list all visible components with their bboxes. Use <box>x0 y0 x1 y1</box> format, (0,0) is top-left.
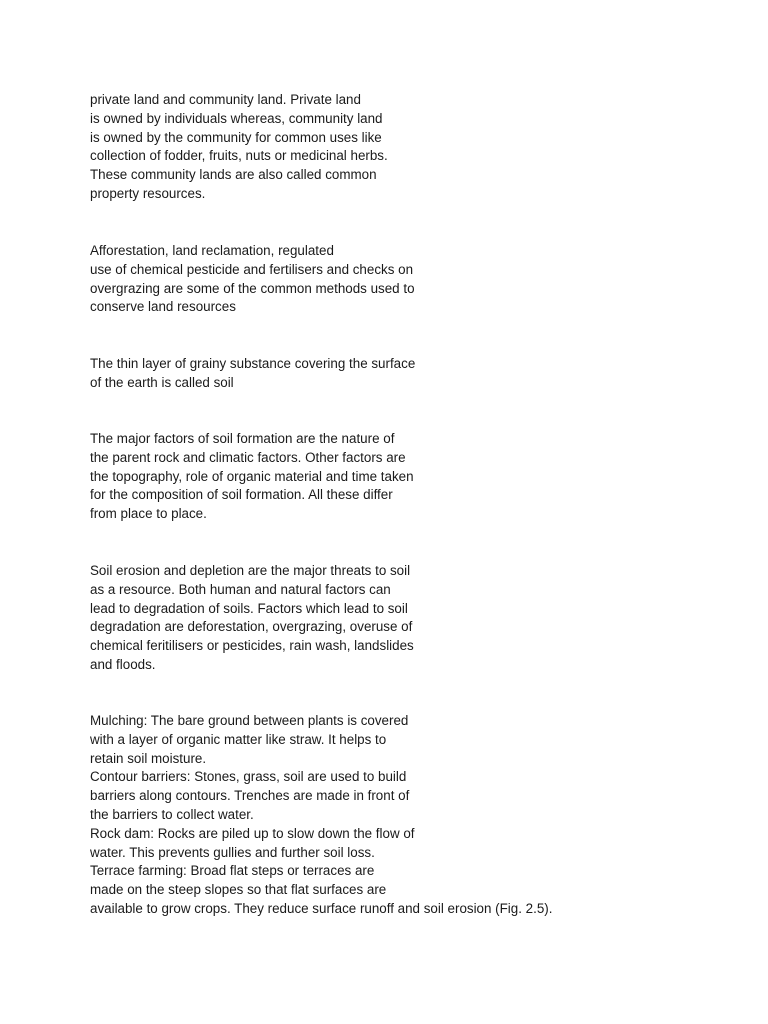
text-line: available to grow crops. They reduce surface runoff and soil erosion (Fig. 2.5). <box>90 900 553 916</box>
text-line: from place to place. <box>90 506 207 522</box>
text-line: chemical feritilisers or pesticides, rain wash, landslides <box>90 638 414 654</box>
text-line: as a resource. Both human and natural factors can <box>90 581 391 597</box>
text-line: degradation are deforestation, overgrazing, overuse of <box>90 619 413 635</box>
paragraph-soil-conservation-methods <box>90 712 552 919</box>
paragraph-soil-definition <box>90 355 415 393</box>
text-line: Soil erosion and depletion are the major threats to soil <box>90 563 411 578</box>
text-line: Mulching: The bare ground between plants is covered <box>90 713 409 728</box>
text-line: use of chemical pesticide and fertilisers and checks on <box>90 261 414 277</box>
text-line: of the earth is called soil <box>90 374 234 390</box>
text-line: with a layer of organic matter like straw. It helps to <box>90 731 387 747</box>
text-line: conserve land resources <box>90 299 236 315</box>
paragraph-soil-threats <box>90 562 414 675</box>
text-line: Afforestation, land reclamation, regulated <box>90 243 334 258</box>
text-line: water. This prevents gullies and further soil loss. <box>90 844 375 860</box>
text-line: property resources. <box>90 185 206 201</box>
text-line: These community lands are also called common <box>90 167 377 183</box>
text-line: and floods. <box>90 656 156 672</box>
text-line: Rock dam: Rocks are piled up to slow down the flow of <box>90 825 415 841</box>
text-line: private land and community land. Private land <box>90 92 361 107</box>
text-line: retain soil moisture. <box>90 750 207 766</box>
text-line: is owned by individuals whereas, community land <box>90 110 383 126</box>
text-line: for the composition of soil formation. All these differ <box>90 487 393 503</box>
text-line: lead to degradation of soils. Factors which lead to soil <box>90 600 408 616</box>
text-line: barriers along contours. Trenches are made in front of <box>90 788 410 804</box>
text-line: The major factors of soil formation are the nature of <box>90 431 395 446</box>
text-line: Contour barriers: Stones, grass, soil are used to build <box>90 769 407 785</box>
text-line: is owned by the community for common uses like <box>90 129 382 145</box>
paragraph-land-conservation <box>90 242 415 317</box>
text-line: Terrace farming: Broad flat steps or terraces are <box>90 863 375 879</box>
text-line: The thin layer of grainy substance covering the surface <box>90 356 416 371</box>
text-line: the barriers to collect water. <box>90 806 254 822</box>
text-line: the parent rock and climatic factors. Other factors are <box>90 449 406 465</box>
text-line: the topography, role of organic material and time taken <box>90 468 414 484</box>
text-line: made on the steep slopes so that flat surfaces are <box>90 882 387 898</box>
text-line: collection of fodder, fruits, nuts or medicinal herbs. <box>90 148 388 164</box>
text-line: overgrazing are some of the common methods used to <box>90 280 415 296</box>
paragraph-land-ownership <box>90 91 388 204</box>
paragraph-soil-formation <box>90 430 414 524</box>
